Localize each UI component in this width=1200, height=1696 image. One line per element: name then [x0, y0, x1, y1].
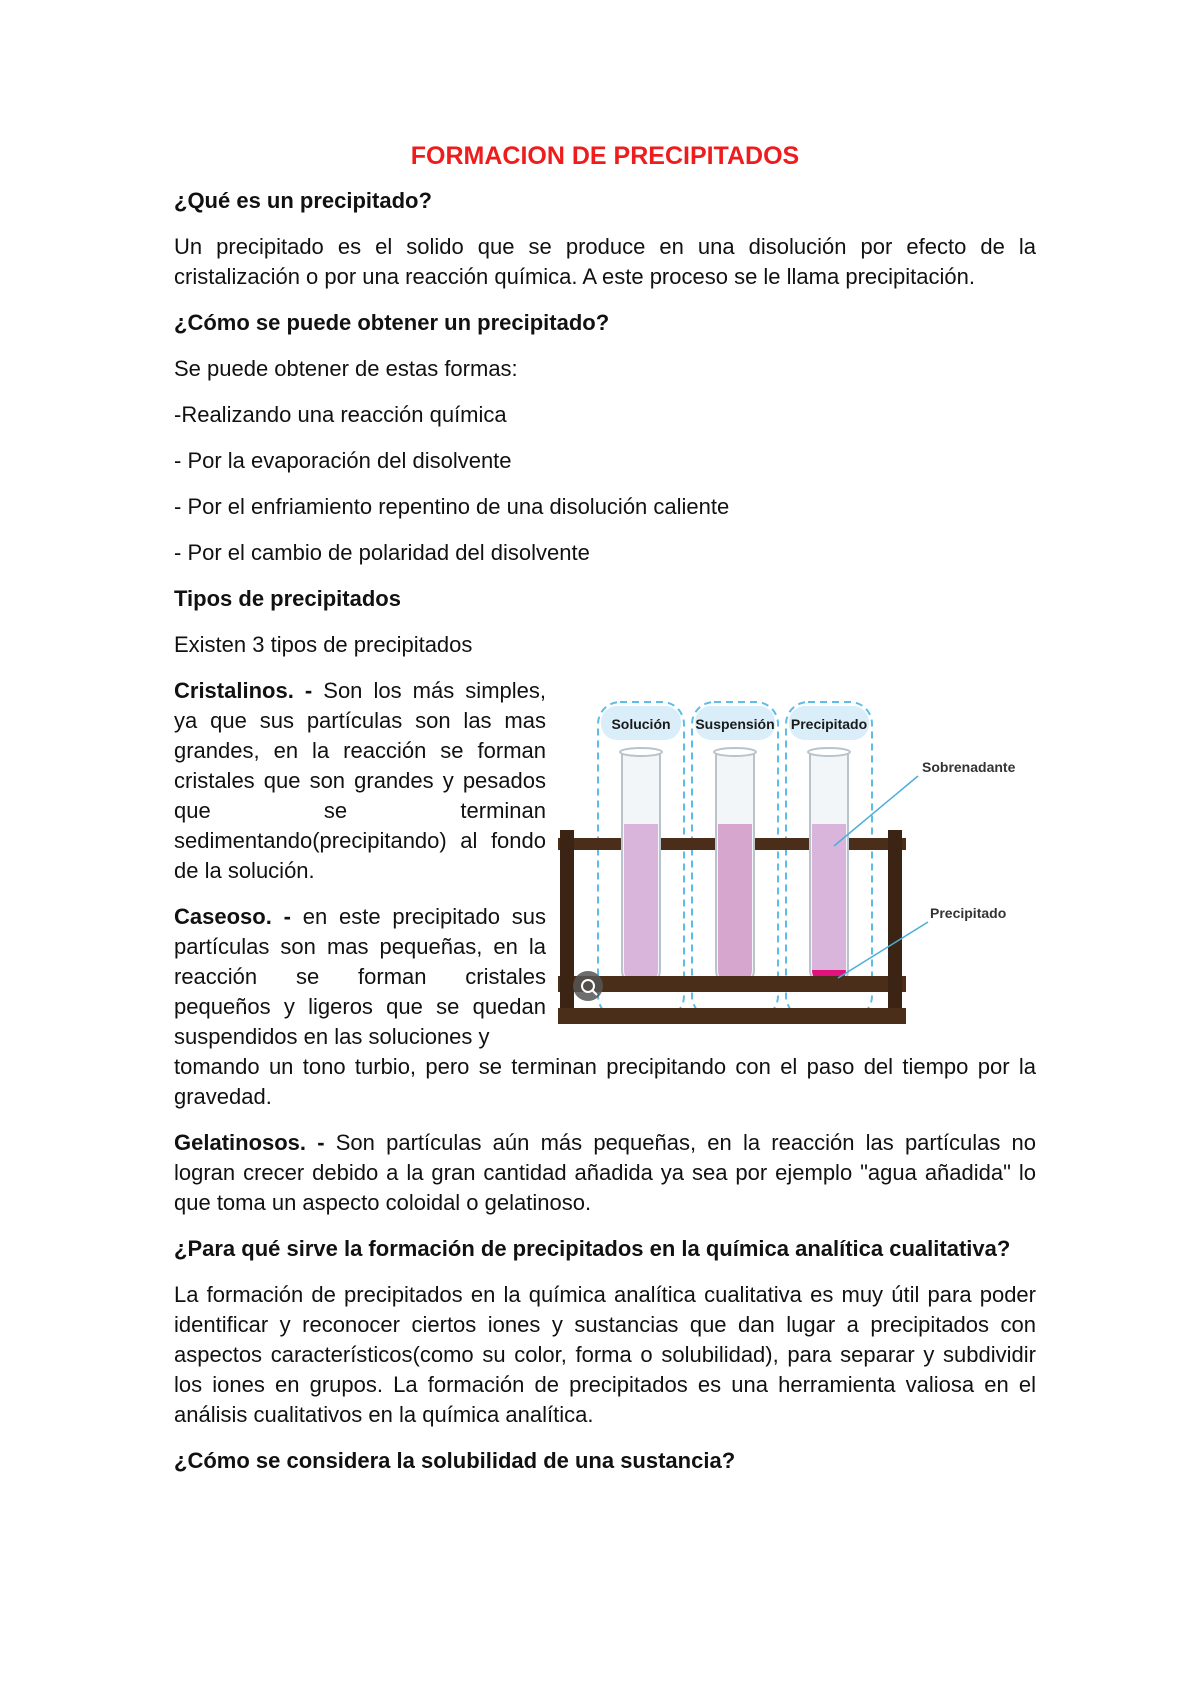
method-item: -Realizando una reacción química: [174, 402, 507, 427]
tube-label-solucion: Solución: [611, 716, 671, 732]
callout-line-precipitado: [838, 922, 928, 978]
text-cristalinos: Son los más simples, ya que sus partículas son las mas grandes, en la reacción se forman cristales que son grandes y pesados que se terminan sedimentando(precipitando) al fondo de la solución.: [174, 678, 546, 883]
method-item: - Por el enfriamiento repentino de una disolución caliente: [174, 494, 730, 519]
test-tubes-figure: [558, 698, 1030, 1058]
test-tube-precipitado: [808, 748, 850, 989]
tube-label-precipitado: Precipitado: [790, 716, 868, 732]
test-tube-solucion: [620, 748, 662, 989]
types-with-figure: [174, 676, 1036, 1112]
paragraph-caseoso-b: tomando un tono turbio, pero se terminan precipitando con el paso del tiempo por la gravedad.: [174, 1054, 1036, 1109]
label-caseoso: Caseoso. -: [174, 904, 291, 929]
paragraph-methods-intro: Se puede obtener de estas formas:: [174, 356, 518, 381]
question-what-is-precipitate: ¿Qué es un precipitado?: [174, 188, 432, 213]
label-gelatinosos: Gelatinosos. -: [174, 1130, 325, 1155]
method-item: - Por la evaporación del disolvente: [174, 448, 512, 473]
rack-base: [558, 1008, 906, 1024]
callout-sobrenadante: Sobrenadante: [922, 759, 1016, 775]
text-caseoso-a: en este precipitado sus partículas son mas pequeñas, en la reacción se forman cristales pequeños y ligeros que se quedan suspendidos en las soluciones y: [174, 904, 546, 1049]
question-purpose: ¿Para qué sirve la formación de precipitados en la química analítica cualitativa?: [174, 1236, 1011, 1261]
paragraph-cristalinos: [174, 676, 546, 886]
rack-front-rail: [558, 976, 906, 992]
method-item: - Por el cambio de polaridad del disolvente: [174, 540, 590, 565]
paragraph-caseoso-a: [174, 902, 546, 1052]
rack-right-post: [888, 830, 902, 1024]
lens-icon: [573, 971, 603, 1001]
paragraph-gelatinosos: [174, 1128, 1036, 1218]
callout-precipitado: Precipitado: [930, 905, 1007, 921]
heading-types: Tipos de precipitados: [174, 586, 401, 611]
question-how-to-obtain: ¿Cómo se puede obtener un precipitado?: [174, 310, 610, 335]
document-title: FORMACION DE PRECIPITADOS: [410, 142, 800, 170]
question-solubility: ¿Cómo se considera la solubilidad de una sustancia?: [174, 1448, 736, 1473]
label-cristalinos: Cristalinos. -: [174, 678, 313, 703]
paragraph-types-intro: Existen 3 tipos de precipitados: [174, 632, 473, 657]
text-gelatinosos: Son partículas aún más pequeñas, en la reacción las partículas no logran crecer debido a la gran cantidad añadida ya sea por ejemplo "agua añadida" lo que toma un aspecto coloidal o gelatinoso.: [174, 1130, 1036, 1215]
paragraph-purpose: La formación de precipitados en la química analítica cualitativa es muy útil para poder identificar y reconocer ciertos iones y sustancias que dan lugar a precipitados con aspectos característicos(como su color, forma o solubilidad), para separar y subdividir los iones en grupos. La formación de precipitados es una herramienta valiosa en el análisis cualitativos en la química analítica.: [174, 1282, 1036, 1427]
test-tube-suspension: [714, 748, 756, 989]
document-content: [174, 140, 1036, 1492]
tube-label-suspension: Suspensión: [695, 716, 775, 732]
rack-left-post: [560, 830, 574, 1024]
paragraph-definition: Un precipitado es el solido que se produce en una disolución por efecto de la cristalización o por una reacción química. A este proceso se le llama precipitación.: [174, 234, 1036, 289]
